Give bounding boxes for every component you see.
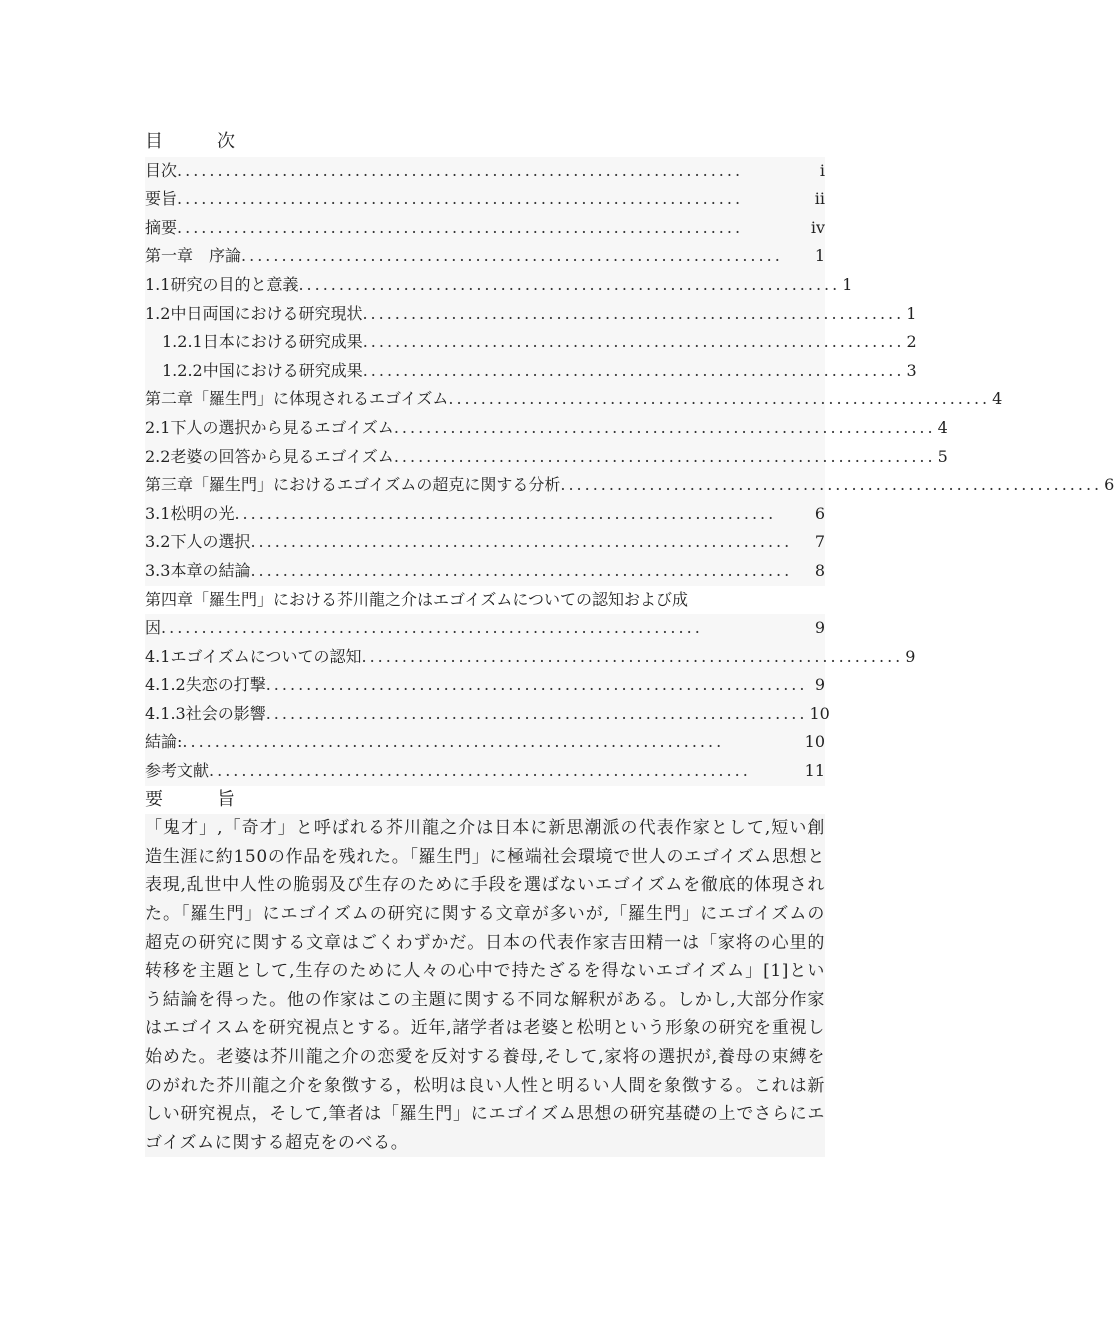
toc-dot-leader: ................................................................... (265, 703, 808, 723)
toc-entry-label: 2.1下人の選択から見るエゴイズム (145, 417, 394, 437)
toc-dot-leader: ................................................................... (250, 532, 793, 552)
toc-dot-leader: ................................................................... (241, 246, 783, 266)
toc-entry-page: 2 (906, 332, 917, 352)
toc-entry-label: 第二章「羅生門」に体現されるエゴイズム (145, 389, 449, 409)
toc-entry-label: 1.2.2中国における研究成果 (162, 360, 363, 380)
toc-entry-page: 8 (814, 560, 825, 580)
toc-entry-label: 3.3本章の結論 (145, 560, 251, 580)
toc-entry (145, 757, 825, 786)
toc-entry-page: 9 (814, 675, 825, 695)
toc-entry-label: 3.1松明の光 (145, 503, 235, 523)
toc-dot-leader: ................................................................... (393, 446, 936, 466)
toc-entry-label: 1.1研究の目的と意義 (145, 274, 299, 294)
toc-entry (145, 214, 825, 243)
toc-entry (145, 242, 825, 271)
toc-entry-label: 2.2老婆の回答から見るエゴイズム (145, 446, 394, 466)
abstract-heading: 要 旨 (145, 788, 253, 810)
toc-entry (145, 157, 825, 186)
toc-entry-page: 3 (906, 360, 917, 380)
toc-entry (145, 671, 825, 700)
toc-dot-leader: ................................................................... (182, 732, 725, 752)
toc-entry-page: 5 (937, 446, 948, 466)
toc-entry (145, 271, 853, 300)
toc-entry-label: 結論: (145, 732, 183, 752)
toc-entry-label: 摘要 (145, 217, 178, 237)
toc-entry-label: 参考文献 (145, 761, 210, 781)
toc-entry-label: 要旨 (145, 189, 178, 209)
toc-entry (145, 557, 825, 586)
toc-dot-leader: ................................................................... (362, 360, 905, 380)
toc-entry-page: 11 (804, 761, 825, 781)
toc-entry-page: 1 (814, 246, 825, 266)
toc-dot-leader: ................................................................... (250, 560, 793, 580)
toc-dot-leader: ................................................................... (560, 475, 1103, 495)
toc-entry-page: 6 (814, 503, 825, 523)
toc-entry-label: 因 (145, 618, 162, 638)
toc-entry (145, 471, 1114, 500)
toc-entry (145, 300, 917, 329)
toc-entry-page: 10 (804, 732, 825, 752)
toc-entry-label: 1.2.1日本における研究成果 (162, 332, 363, 352)
toc-dot-leader: ................................................................... (265, 675, 808, 695)
toc-entry (145, 728, 825, 757)
toc-entry (145, 414, 948, 443)
toc-entry (145, 357, 917, 386)
toc-entry-label: 目次 (145, 160, 178, 180)
toc-entry-page: 9 (814, 618, 825, 638)
page-content (145, 128, 1114, 1157)
toc-dot-leader: ................................................................... (209, 761, 751, 781)
toc-entry-page: i (819, 160, 825, 180)
toc-entry (145, 700, 830, 729)
toc-entry-page: 4 (937, 417, 948, 437)
toc-entry-page: iv (810, 217, 825, 237)
toc-dot-leader: ................................................................... (298, 274, 841, 294)
abstract-body: 「鬼才」,「奇才」と呼ばれる芥川龍之介は日本に新思潮派の代表作家として,短い創造生涯に約150の作品を残れた。「羅生門」に極端社会環境で世人のエゴイズム思想と表現,乱世中人性の脆弱及び生存のために手段を選ばないエゴイズムを徹底的体現された。「羅生門」にエゴイズムの研究に関する文章が多いが,「羅生門」にエゴイズムの超克の研究に関する文章はごくわずかだ。日本の代表作家吉田精一は「家将の心里的转移を主題として,生存のために人々の心中で持たざるを得ないエゴイズム」[1]という結論を得った。他の作家はこの主題に関する不同な解釈がある。しかし,大部分作家はエゴイスムを研究視点とする。近年,諸学者は老婆と松明という形象の研究を重視し始めた。老婆は芥川龍之介の恋愛を反対する養母,そして,家将の選択が,養母の束縛をのがれた芥川龍之介を象徴する，松明は良い人性と明るい人間を象徴する。これは新しい研究視点，そして,筆者は「羅生門」にエゴイズム思想の研究基礎の上でさらにエゴイズムに関する超克をのべる。 (145, 814, 825, 1157)
toc-entry (145, 328, 917, 357)
toc-entry-label: 4.1.2失恋の打撃 (145, 675, 266, 695)
toc-entry (145, 614, 825, 643)
toc-heading: 目 次 (145, 131, 253, 152)
toc-entry-label: 4.1.3社会の影響 (145, 703, 266, 723)
toc-entry (145, 500, 825, 529)
toc-entry-page: 7 (814, 532, 825, 552)
toc-entry-label: 第四章「羅生門」における芥川龍之介はエゴイズムについての認知および成 (145, 589, 689, 609)
toc-entry-page: 1 (906, 303, 917, 323)
toc-dot-leader: ................................................................... (362, 332, 905, 352)
toc-entry (145, 443, 948, 472)
toc-entry-page: ii (814, 189, 825, 209)
toc-entry-label: 4.1エゴイズムについての認知 (145, 646, 362, 666)
toc-dot-leader: ...................................................................... (177, 189, 744, 209)
toc-dot-leader: ...................................................................... (177, 160, 744, 180)
toc-entry-page: 4 (992, 389, 1003, 409)
toc-entry (145, 185, 825, 214)
toc-entry-label: 第一章 序論 (145, 246, 242, 266)
toc-entry (145, 528, 825, 557)
toc-dot-leader: ................................................................... (448, 389, 991, 409)
toc-entry-page: 10 (809, 703, 830, 723)
toc-entry-page: 1 (842, 274, 853, 294)
toc-dot-leader: ................................................................... (362, 303, 905, 323)
toc-dot-leader: ...................................................................... (177, 217, 744, 237)
table-of-contents (145, 157, 1114, 786)
toc-entry (145, 643, 916, 672)
toc-entry-label: 3.2下人の選択 (145, 532, 251, 552)
toc-entry-page: 6 (1104, 475, 1114, 495)
toc-dot-leader: ................................................................... (361, 646, 904, 666)
toc-dot-leader: ................................................................... (393, 417, 936, 437)
toc-entry-label: 第三章「羅生門」におけるエゴイズムの超克に関する分析 (145, 475, 561, 495)
toc-dot-leader: ................................................................... (161, 618, 703, 638)
toc-entry (145, 586, 825, 615)
toc-entry-page: 9 (905, 646, 916, 666)
toc-dot-leader: ................................................................... (234, 503, 777, 523)
toc-entry-label: 1.2中日両国における研究現状 (145, 303, 363, 323)
toc-entry (145, 385, 1003, 414)
